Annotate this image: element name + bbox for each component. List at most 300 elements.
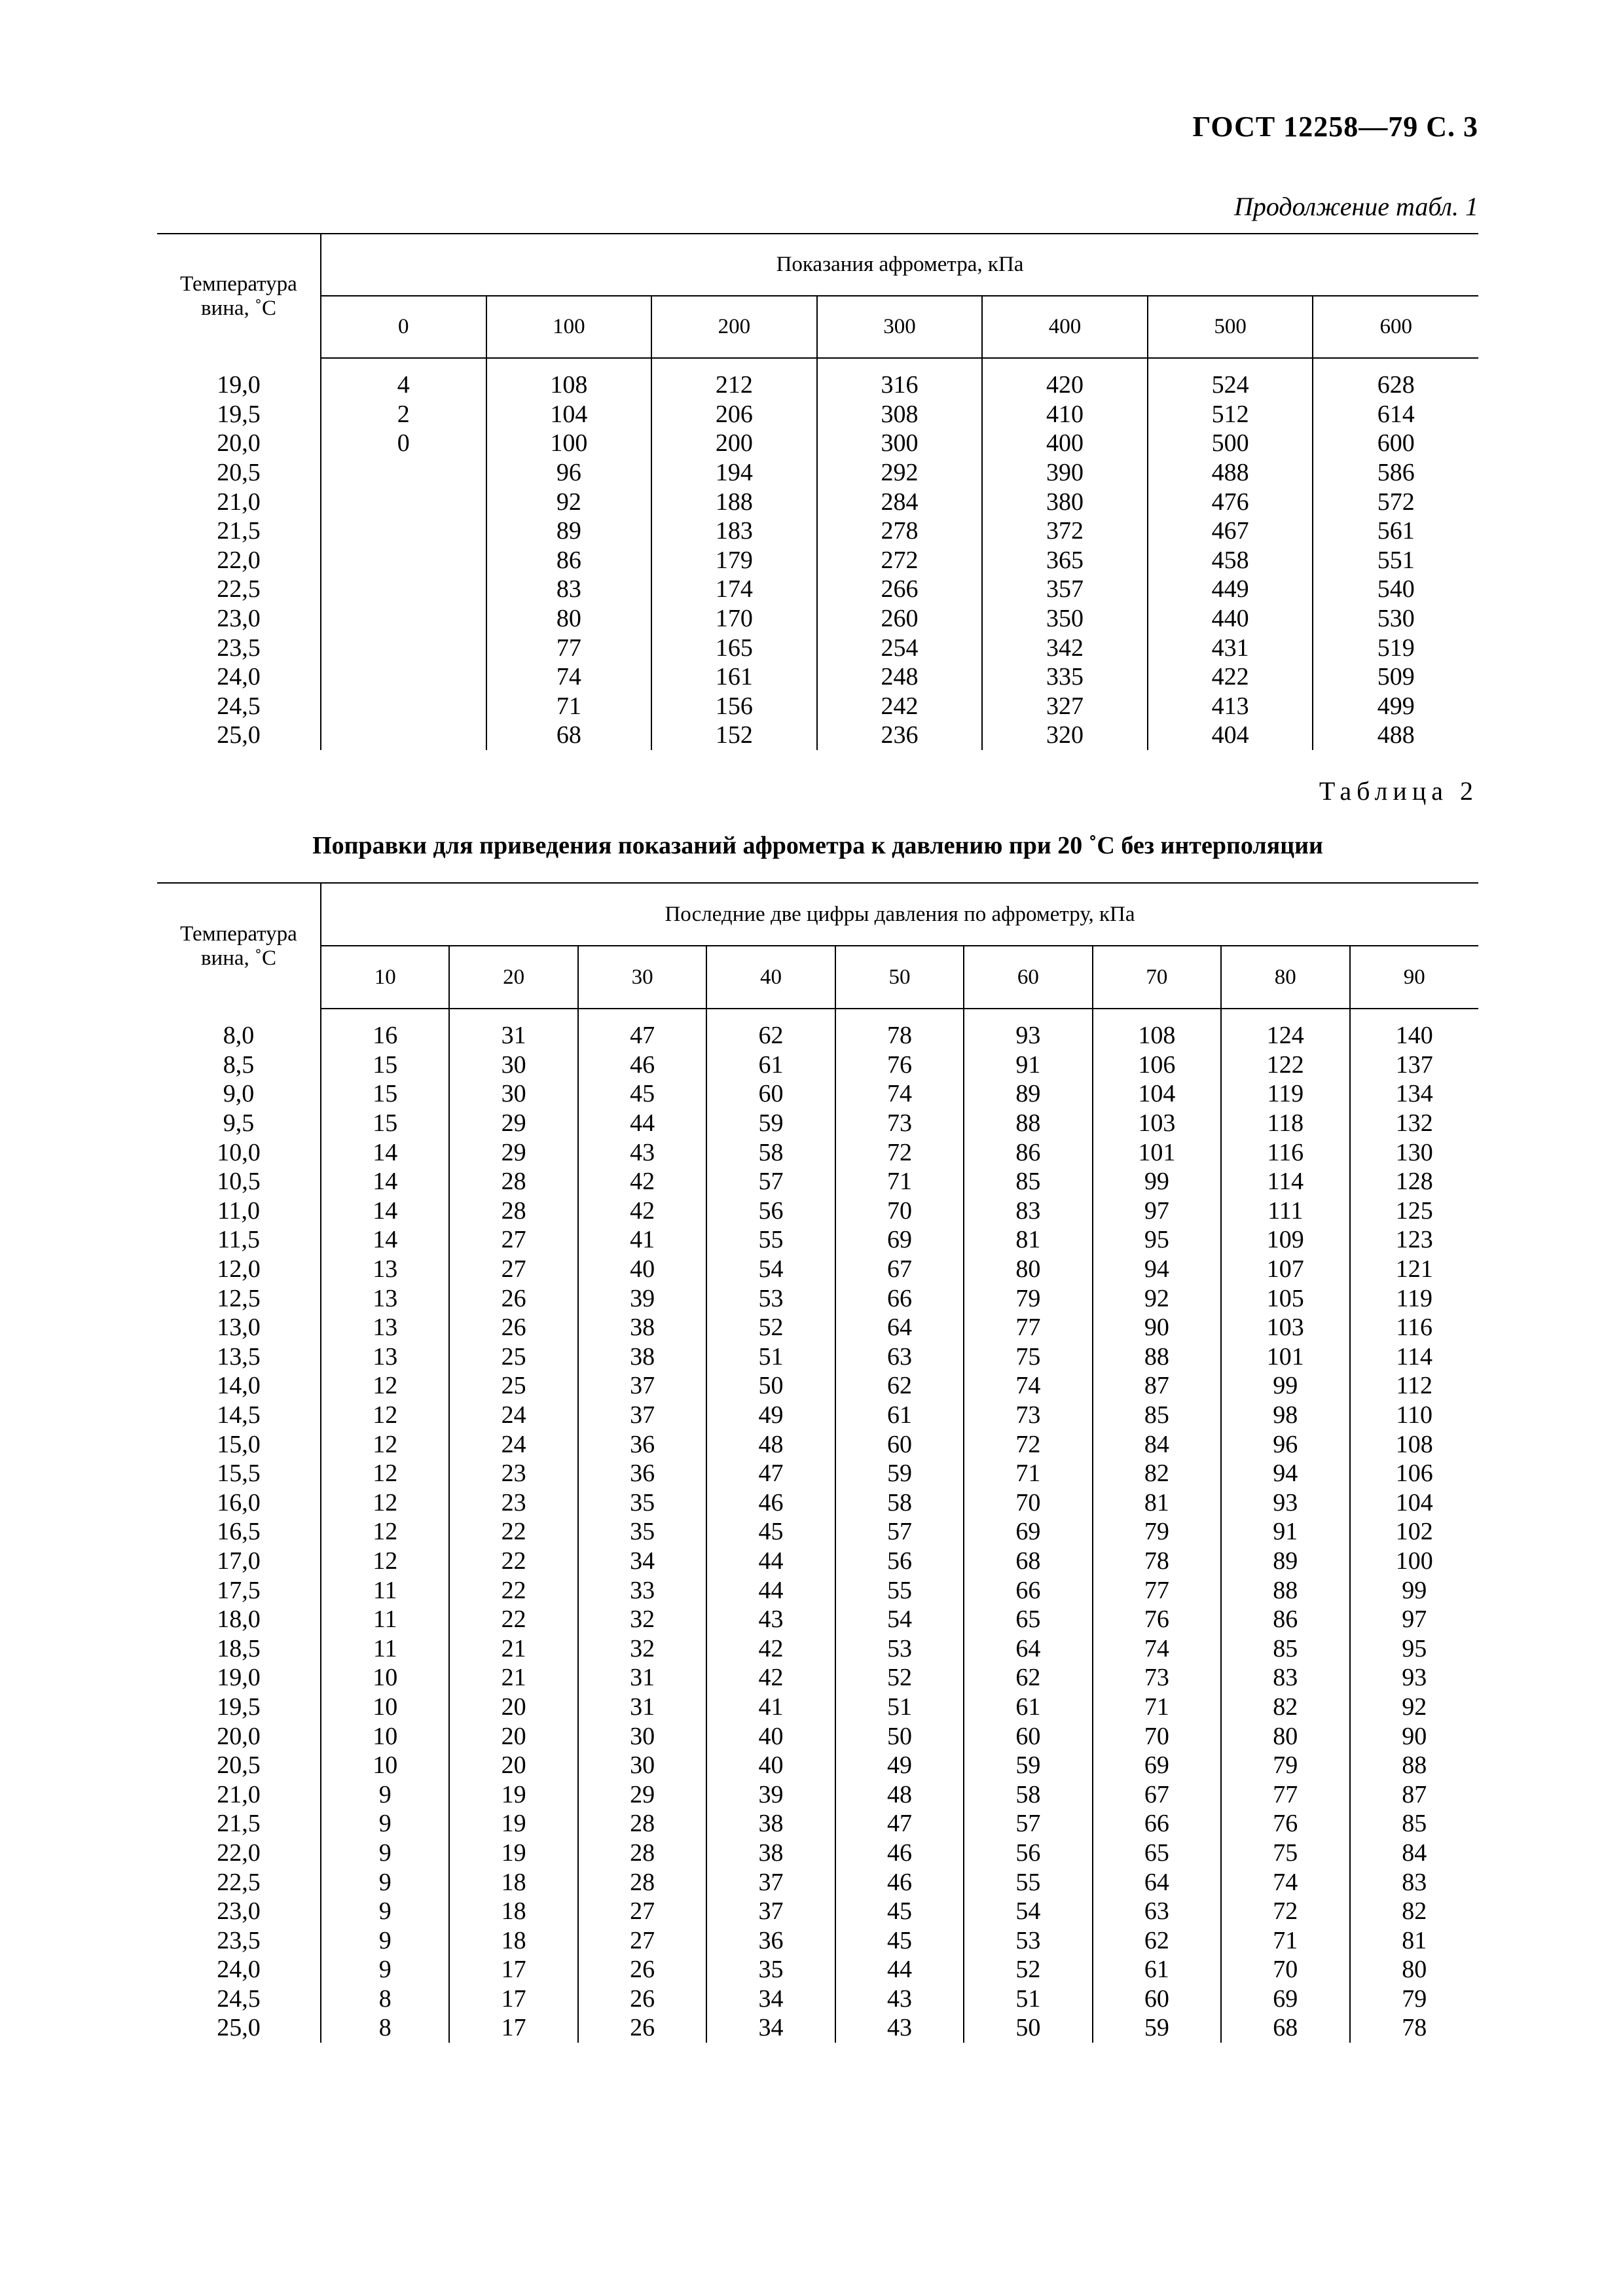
temperature-cell: 16,5 bbox=[217, 1518, 261, 1546]
temperature-cell: 11,5 bbox=[217, 1226, 261, 1254]
value-cell: 26 bbox=[449, 1283, 577, 1313]
value-cell: 79 bbox=[964, 1283, 1092, 1313]
value-cell: 99 bbox=[1093, 1167, 1221, 1196]
temperature-cell: 24,0 bbox=[217, 1956, 261, 1984]
table2-temperature-header bbox=[157, 883, 321, 1009]
value-cell: 87 bbox=[1093, 1371, 1221, 1401]
table-row bbox=[157, 692, 1478, 721]
value-cell: 13 bbox=[321, 1313, 449, 1342]
value-cell: 60 bbox=[835, 1429, 964, 1459]
table-row bbox=[157, 1459, 1478, 1488]
value-cell: 60 bbox=[706, 1079, 835, 1109]
value-cell: 76 bbox=[1093, 1605, 1221, 1634]
value-cell: 22 bbox=[449, 1575, 577, 1605]
value-cell: 38 bbox=[578, 1313, 706, 1342]
table-row bbox=[157, 633, 1478, 662]
value-cell: 44 bbox=[835, 1955, 964, 1984]
value-cell: 37 bbox=[706, 1897, 835, 1926]
value-cell: 12 bbox=[321, 1547, 449, 1576]
value-cell: 83 bbox=[964, 1196, 1092, 1226]
value-cell: 15 bbox=[321, 1079, 449, 1109]
table-row bbox=[157, 1429, 1478, 1459]
value-cell: 11 bbox=[321, 1575, 449, 1605]
value-cell: 29 bbox=[578, 1780, 706, 1809]
temperature-cell: 11,0 bbox=[217, 1196, 261, 1225]
value-cell: 31 bbox=[578, 1693, 706, 1722]
value-cell: 70 bbox=[964, 1488, 1092, 1518]
table2-column-header: 40 bbox=[706, 946, 835, 1009]
value-cell: 44 bbox=[706, 1547, 835, 1576]
value-cell: 65 bbox=[964, 1605, 1092, 1634]
value-cell: 69 bbox=[1221, 1984, 1349, 2014]
value-cell: 58 bbox=[835, 1488, 964, 1518]
temperature-cell: 18,0 bbox=[217, 1605, 261, 1634]
value-cell: 12 bbox=[321, 1429, 449, 1459]
value-cell: 85 bbox=[964, 1167, 1092, 1196]
value-cell: 93 bbox=[1221, 1488, 1349, 1518]
value-cell bbox=[321, 487, 486, 516]
temperature-cell: 24,0 bbox=[217, 663, 261, 691]
value-cell: 27 bbox=[578, 1926, 706, 1955]
value-cell: 26 bbox=[449, 1313, 577, 1342]
value-cell: 57 bbox=[706, 1167, 835, 1196]
value-cell: 50 bbox=[835, 1721, 964, 1751]
value-cell: 124 bbox=[1221, 1021, 1349, 1050]
value-cell: 75 bbox=[964, 1342, 1092, 1372]
value-cell: 26 bbox=[578, 1955, 706, 1984]
value-cell: 422 bbox=[1148, 662, 1313, 692]
table-row bbox=[157, 1488, 1478, 1518]
value-cell: 188 bbox=[651, 487, 817, 516]
value-cell: 551 bbox=[1313, 546, 1478, 575]
value-cell: 91 bbox=[1221, 1517, 1349, 1547]
value-cell: 12 bbox=[321, 1401, 449, 1430]
value-cell: 86 bbox=[1221, 1605, 1349, 1634]
value-cell bbox=[321, 458, 486, 488]
value-cell: 586 bbox=[1313, 458, 1478, 488]
value-cell: 100 bbox=[486, 429, 652, 458]
temperature-cell: 13,0 bbox=[217, 1314, 261, 1342]
value-cell: 101 bbox=[1221, 1342, 1349, 1372]
table-row bbox=[157, 1109, 1478, 1138]
value-cell: 248 bbox=[817, 662, 983, 692]
value-cell: 85 bbox=[1221, 1634, 1349, 1663]
value-cell: 14 bbox=[321, 1196, 449, 1226]
value-cell: 74 bbox=[835, 1079, 964, 1109]
value-cell: 174 bbox=[651, 575, 817, 604]
value-cell: 170 bbox=[651, 604, 817, 634]
value-cell: 52 bbox=[964, 1955, 1092, 1984]
value-cell: 79 bbox=[1350, 1984, 1479, 2014]
table-row bbox=[157, 400, 1478, 429]
value-cell: 63 bbox=[835, 1342, 964, 1372]
value-cell: 43 bbox=[578, 1138, 706, 1167]
value-cell: 53 bbox=[835, 1634, 964, 1663]
table-row bbox=[157, 1867, 1478, 1897]
value-cell: 38 bbox=[706, 1809, 835, 1839]
table-row bbox=[157, 1371, 1478, 1401]
value-cell: 260 bbox=[817, 604, 983, 634]
value-cell: 12 bbox=[321, 1488, 449, 1518]
value-cell: 27 bbox=[449, 1255, 577, 1284]
value-cell: 431 bbox=[1148, 633, 1313, 662]
value-cell: 628 bbox=[1313, 370, 1478, 400]
value-cell: 19 bbox=[449, 1839, 577, 1868]
value-cell: 42 bbox=[578, 1196, 706, 1226]
value-cell: 64 bbox=[835, 1313, 964, 1342]
value-cell: 10 bbox=[321, 1663, 449, 1693]
value-cell: 20 bbox=[449, 1693, 577, 1722]
value-cell: 48 bbox=[835, 1780, 964, 1809]
value-cell: 72 bbox=[835, 1138, 964, 1167]
temperature-cell: 21,0 bbox=[217, 1780, 261, 1808]
value-cell: 28 bbox=[578, 1839, 706, 1868]
value-cell: 14 bbox=[321, 1167, 449, 1196]
value-cell: 68 bbox=[964, 1547, 1092, 1576]
value-cell: 88 bbox=[964, 1109, 1092, 1138]
value-cell: 212 bbox=[651, 370, 817, 400]
table2-column-header-row bbox=[157, 946, 1478, 1009]
value-cell: 73 bbox=[964, 1401, 1092, 1430]
value-cell: 47 bbox=[578, 1021, 706, 1050]
value-cell: 46 bbox=[835, 1839, 964, 1868]
value-cell: 29 bbox=[449, 1138, 577, 1167]
table2-column-header: 20 bbox=[449, 946, 577, 1009]
value-cell: 31 bbox=[578, 1663, 706, 1693]
value-cell: 17 bbox=[449, 2013, 577, 2043]
value-cell: 320 bbox=[982, 721, 1148, 750]
temperature-cell: 19,0 bbox=[217, 371, 261, 399]
value-cell: 75 bbox=[1221, 1839, 1349, 1868]
value-cell: 71 bbox=[486, 692, 652, 721]
table-row bbox=[157, 1313, 1478, 1342]
value-cell: 9 bbox=[321, 1955, 449, 1984]
value-cell: 104 bbox=[486, 400, 652, 429]
table-row bbox=[157, 370, 1478, 400]
value-cell bbox=[321, 546, 486, 575]
table-row bbox=[157, 1283, 1478, 1313]
value-cell: 80 bbox=[964, 1255, 1092, 1284]
value-cell: 55 bbox=[706, 1225, 835, 1255]
value-cell: 59 bbox=[835, 1459, 964, 1488]
value-cell: 79 bbox=[1221, 1751, 1349, 1780]
value-cell: 236 bbox=[817, 721, 983, 750]
value-cell: 46 bbox=[835, 1867, 964, 1897]
temperature-cell: 20,5 bbox=[217, 1751, 261, 1780]
value-cell: 128 bbox=[1350, 1167, 1479, 1196]
value-cell: 42 bbox=[706, 1663, 835, 1693]
table-row bbox=[157, 1138, 1478, 1167]
value-cell: 372 bbox=[982, 516, 1148, 546]
value-cell: 62 bbox=[706, 1021, 835, 1050]
value-cell: 96 bbox=[1221, 1429, 1349, 1459]
value-cell: 88 bbox=[1221, 1575, 1349, 1605]
table-row bbox=[157, 1575, 1478, 1605]
table2-column-header: 60 bbox=[964, 946, 1092, 1009]
value-cell: 51 bbox=[835, 1693, 964, 1722]
value-cell: 123 bbox=[1350, 1225, 1479, 1255]
value-cell: 8 bbox=[321, 2013, 449, 2043]
value-cell: 51 bbox=[964, 1984, 1092, 2014]
value-cell: 105 bbox=[1221, 1283, 1349, 1313]
temperature-cell: 14,5 bbox=[217, 1401, 261, 1429]
value-cell: 76 bbox=[1221, 1809, 1349, 1839]
value-cell: 34 bbox=[578, 1547, 706, 1576]
value-cell: 14 bbox=[321, 1138, 449, 1167]
value-cell: 512 bbox=[1148, 400, 1313, 429]
value-cell: 83 bbox=[486, 575, 652, 604]
value-cell: 2 bbox=[321, 400, 486, 429]
value-cell: 74 bbox=[964, 1371, 1092, 1401]
value-cell: 476 bbox=[1148, 487, 1313, 516]
table-row bbox=[157, 1196, 1478, 1226]
value-cell: 47 bbox=[706, 1459, 835, 1488]
value-cell: 327 bbox=[982, 692, 1148, 721]
value-cell: 37 bbox=[706, 1867, 835, 1897]
value-cell: 35 bbox=[578, 1488, 706, 1518]
value-cell: 92 bbox=[1350, 1693, 1479, 1722]
value-cell: 9 bbox=[321, 1780, 449, 1809]
value-cell: 60 bbox=[1093, 1984, 1221, 2014]
table2-column-header: 80 bbox=[1221, 946, 1349, 1009]
value-cell: 161 bbox=[651, 662, 817, 692]
value-cell: 92 bbox=[486, 487, 652, 516]
value-cell: 54 bbox=[964, 1897, 1092, 1926]
table-row bbox=[157, 1255, 1478, 1284]
value-cell: 50 bbox=[706, 1371, 835, 1401]
value-cell: 43 bbox=[835, 1984, 964, 2014]
value-cell: 95 bbox=[1093, 1225, 1221, 1255]
value-cell: 116 bbox=[1221, 1138, 1349, 1167]
value-cell: 24 bbox=[449, 1429, 577, 1459]
value-cell: 66 bbox=[835, 1283, 964, 1313]
value-cell: 9 bbox=[321, 1897, 449, 1926]
table-row bbox=[157, 1021, 1478, 1050]
value-cell: 29 bbox=[449, 1109, 577, 1138]
table-row bbox=[157, 1050, 1478, 1080]
value-cell: 21 bbox=[449, 1634, 577, 1663]
temperature-cell: 22,0 bbox=[217, 546, 261, 574]
value-cell: 45 bbox=[835, 1926, 964, 1955]
value-cell: 101 bbox=[1093, 1138, 1221, 1167]
value-cell: 614 bbox=[1313, 400, 1478, 429]
temperature-cell: 23,0 bbox=[217, 605, 261, 633]
value-cell: 47 bbox=[835, 1809, 964, 1839]
value-cell: 108 bbox=[1093, 1021, 1221, 1050]
value-cell: 111 bbox=[1221, 1196, 1349, 1226]
temperature-cell: 23,0 bbox=[217, 1897, 261, 1926]
value-cell: 499 bbox=[1313, 692, 1478, 721]
value-cell: 69 bbox=[964, 1517, 1092, 1547]
value-cell: 10 bbox=[321, 1751, 449, 1780]
table-row bbox=[157, 487, 1478, 516]
value-cell: 99 bbox=[1350, 1575, 1479, 1605]
value-cell: 132 bbox=[1350, 1109, 1479, 1138]
value-cell: 179 bbox=[651, 546, 817, 575]
value-cell: 17 bbox=[449, 1984, 577, 2014]
value-cell: 194 bbox=[651, 458, 817, 488]
value-cell: 34 bbox=[706, 2013, 835, 2043]
temperature-cell: 17,0 bbox=[217, 1547, 261, 1575]
table-row bbox=[157, 1955, 1478, 1984]
value-cell: 49 bbox=[706, 1401, 835, 1430]
value-cell: 165 bbox=[651, 633, 817, 662]
value-cell: 134 bbox=[1350, 1079, 1479, 1109]
value-cell: 109 bbox=[1221, 1225, 1349, 1255]
table-row bbox=[157, 1751, 1478, 1780]
value-cell: 458 bbox=[1148, 546, 1313, 575]
value-cell: 27 bbox=[449, 1225, 577, 1255]
value-cell: 69 bbox=[835, 1225, 964, 1255]
value-cell: 400 bbox=[982, 429, 1148, 458]
page-header: ГОСТ 12258—79 С. 3 bbox=[1192, 111, 1478, 143]
value-cell: 335 bbox=[982, 662, 1148, 692]
table1-column-header: 600 bbox=[1313, 296, 1478, 358]
value-cell: 93 bbox=[1350, 1663, 1479, 1693]
value-cell: 78 bbox=[1093, 1547, 1221, 1576]
temperature-cell: 15,0 bbox=[217, 1430, 261, 1458]
value-cell: 11 bbox=[321, 1605, 449, 1634]
value-cell: 61 bbox=[706, 1050, 835, 1080]
value-cell: 43 bbox=[706, 1605, 835, 1634]
value-cell: 59 bbox=[964, 1751, 1092, 1780]
table2-temperature-header-line2: вина, ˚С bbox=[200, 946, 277, 970]
table1-body bbox=[157, 358, 1478, 750]
value-cell: 25 bbox=[449, 1371, 577, 1401]
value-cell: 206 bbox=[651, 400, 817, 429]
value-cell: 519 bbox=[1313, 633, 1478, 662]
value-cell: 90 bbox=[1350, 1721, 1479, 1751]
value-cell: 89 bbox=[486, 516, 652, 546]
temperature-cell: 21,5 bbox=[217, 1810, 261, 1838]
value-cell: 17 bbox=[449, 1955, 577, 1984]
value-cell: 242 bbox=[817, 692, 983, 721]
value-cell: 46 bbox=[578, 1050, 706, 1080]
value-cell: 99 bbox=[1221, 1371, 1349, 1401]
value-cell: 68 bbox=[486, 721, 652, 750]
table2-label: Таблица 2 bbox=[1319, 776, 1478, 806]
value-cell: 88 bbox=[1350, 1751, 1479, 1780]
value-cell: 72 bbox=[1221, 1897, 1349, 1926]
value-cell: 45 bbox=[706, 1517, 835, 1547]
value-cell: 57 bbox=[964, 1809, 1092, 1839]
value-cell: 449 bbox=[1148, 575, 1313, 604]
temperature-cell: 9,5 bbox=[223, 1109, 255, 1138]
value-cell: 37 bbox=[578, 1401, 706, 1430]
value-cell: 46 bbox=[706, 1488, 835, 1518]
value-cell: 30 bbox=[578, 1721, 706, 1751]
temperature-cell: 12,0 bbox=[217, 1255, 261, 1283]
table-row bbox=[157, 1897, 1478, 1926]
value-cell: 365 bbox=[982, 546, 1148, 575]
temperature-cell: 8,5 bbox=[223, 1050, 255, 1079]
temperature-cell: 19,5 bbox=[217, 1693, 261, 1721]
value-cell: 49 bbox=[835, 1751, 964, 1780]
temperature-cell: 22,5 bbox=[217, 575, 261, 603]
value-cell: 93 bbox=[964, 1021, 1092, 1050]
table-row bbox=[157, 516, 1478, 546]
value-cell: 15 bbox=[321, 1109, 449, 1138]
value-cell: 266 bbox=[817, 575, 983, 604]
temperature-cell: 20,0 bbox=[217, 1722, 261, 1750]
value-cell: 80 bbox=[1350, 1955, 1479, 1984]
temperature-cell: 15,5 bbox=[217, 1460, 261, 1488]
value-cell: 316 bbox=[817, 370, 983, 400]
value-cell: 23 bbox=[449, 1488, 577, 1518]
temperature-cell: 22,5 bbox=[217, 1868, 261, 1896]
temperature-cell: 25,0 bbox=[217, 721, 261, 749]
value-cell: 108 bbox=[486, 370, 652, 400]
value-cell: 500 bbox=[1148, 429, 1313, 458]
value-cell: 540 bbox=[1313, 575, 1478, 604]
value-cell: 70 bbox=[835, 1196, 964, 1226]
value-cell: 64 bbox=[1093, 1867, 1221, 1897]
temperature-cell: 17,5 bbox=[217, 1576, 261, 1604]
value-cell: 600 bbox=[1313, 429, 1478, 458]
value-cell: 90 bbox=[1093, 1313, 1221, 1342]
value-cell: 77 bbox=[486, 633, 652, 662]
value-cell: 15 bbox=[321, 1050, 449, 1080]
temperature-cell: 23,5 bbox=[217, 1926, 261, 1954]
table-row bbox=[157, 1225, 1478, 1255]
value-cell: 57 bbox=[835, 1517, 964, 1547]
table1-column-header: 0 bbox=[321, 296, 486, 358]
value-cell: 83 bbox=[1221, 1663, 1349, 1693]
value-cell: 272 bbox=[817, 546, 983, 575]
value-cell: 42 bbox=[578, 1167, 706, 1196]
value-cell: 41 bbox=[578, 1225, 706, 1255]
value-cell: 13 bbox=[321, 1255, 449, 1284]
temperature-cell: 13,5 bbox=[217, 1342, 261, 1371]
table-row bbox=[157, 458, 1478, 488]
table-row bbox=[157, 2013, 1478, 2043]
value-cell: 78 bbox=[835, 1021, 964, 1050]
value-cell: 9 bbox=[321, 1926, 449, 1955]
table-row bbox=[157, 604, 1478, 634]
value-cell: 26 bbox=[578, 1984, 706, 2014]
table-row bbox=[157, 429, 1478, 458]
value-cell: 156 bbox=[651, 692, 817, 721]
value-cell: 73 bbox=[835, 1109, 964, 1138]
value-cell: 10 bbox=[321, 1693, 449, 1722]
value-cell: 65 bbox=[1093, 1839, 1221, 1868]
table1-column-header-row bbox=[157, 296, 1478, 358]
value-cell bbox=[321, 633, 486, 662]
value-cell: 137 bbox=[1350, 1050, 1479, 1080]
value-cell: 108 bbox=[1350, 1429, 1479, 1459]
value-cell: 488 bbox=[1313, 721, 1478, 750]
value-cell: 68 bbox=[1221, 2013, 1349, 2043]
value-cell: 41 bbox=[706, 1693, 835, 1722]
value-cell: 87 bbox=[1350, 1780, 1479, 1809]
value-cell: 390 bbox=[982, 458, 1148, 488]
value-cell: 104 bbox=[1350, 1488, 1479, 1518]
value-cell: 36 bbox=[578, 1429, 706, 1459]
value-cell: 54 bbox=[835, 1605, 964, 1634]
value-cell: 35 bbox=[706, 1955, 835, 1984]
temperature-cell: 10,0 bbox=[217, 1138, 261, 1166]
value-cell: 420 bbox=[982, 370, 1148, 400]
table-row bbox=[157, 1167, 1478, 1196]
value-cell: 86 bbox=[964, 1138, 1092, 1167]
value-cell: 78 bbox=[1350, 2013, 1479, 2043]
value-cell: 84 bbox=[1093, 1429, 1221, 1459]
temperature-cell: 20,0 bbox=[217, 429, 261, 457]
value-cell: 18 bbox=[449, 1867, 577, 1897]
value-cell: 0 bbox=[321, 429, 486, 458]
value-cell: 69 bbox=[1093, 1751, 1221, 1780]
value-cell: 30 bbox=[578, 1751, 706, 1780]
